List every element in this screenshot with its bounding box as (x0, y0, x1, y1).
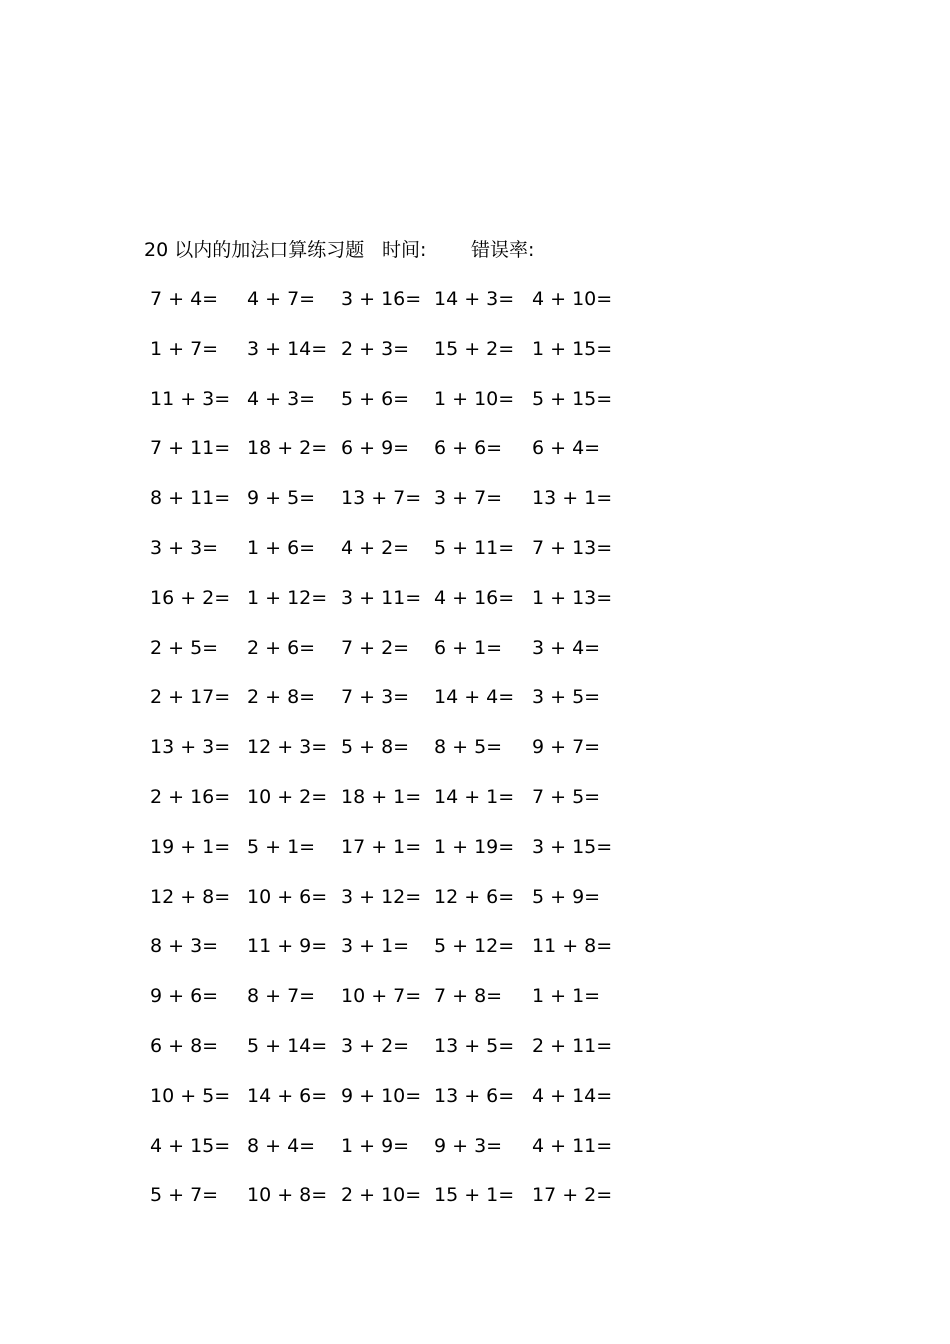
addition-problem: 19 + 1= (150, 835, 231, 858)
addition-problem: 5 + 11= (434, 536, 515, 559)
addition-problem: 4 + 14= (532, 1084, 613, 1107)
addition-problem: 13 + 7= (341, 487, 422, 510)
problem-row (0, 285, 950, 335)
addition-problem: 8 + 3= (150, 935, 219, 958)
addition-problem: 5 + 8= (341, 736, 410, 759)
addition-problem: 10 + 7= (341, 985, 422, 1008)
addition-problem: 1 + 6= (247, 536, 316, 559)
addition-problem: 7 + 3= (341, 686, 410, 709)
addition-problem: 8 + 11= (150, 487, 231, 510)
problem-row (0, 783, 950, 833)
problem-row (0, 1082, 950, 1132)
addition-problem: 5 + 6= (341, 387, 410, 410)
addition-problem: 2 + 3= (341, 337, 410, 360)
problem-row (0, 1132, 950, 1182)
addition-problem: 15 + 2= (434, 337, 515, 360)
addition-problem: 8 + 7= (247, 985, 316, 1008)
problem-grid (0, 285, 950, 1231)
addition-problem: 10 + 8= (247, 1184, 328, 1207)
problem-row (0, 335, 950, 385)
addition-problem: 13 + 5= (434, 1034, 515, 1057)
addition-problem: 5 + 1= (247, 835, 316, 858)
addition-problem: 1 + 10= (434, 387, 515, 410)
addition-problem: 18 + 1= (341, 785, 422, 808)
addition-problem: 3 + 1= (341, 935, 410, 958)
problem-row (0, 634, 950, 684)
problem-row (0, 534, 950, 584)
addition-problem: 9 + 10= (341, 1084, 422, 1107)
addition-problem: 14 + 4= (434, 686, 515, 709)
addition-problem: 3 + 11= (341, 586, 422, 609)
problem-row (0, 1032, 950, 1082)
addition-problem: 3 + 14= (247, 337, 328, 360)
addition-problem: 13 + 1= (532, 487, 613, 510)
addition-problem: 13 + 6= (434, 1084, 515, 1107)
addition-problem: 16 + 2= (150, 586, 231, 609)
addition-problem: 3 + 2= (341, 1034, 410, 1057)
addition-problem: 6 + 9= (341, 437, 410, 460)
addition-problem: 5 + 9= (532, 885, 601, 908)
time-label: 时间: (382, 239, 427, 261)
addition-problem: 11 + 3= (150, 387, 231, 410)
addition-problem: 4 + 15= (150, 1134, 231, 1157)
addition-problem: 1 + 15= (532, 337, 613, 360)
addition-problem: 6 + 6= (434, 437, 503, 460)
addition-problem: 3 + 4= (532, 636, 601, 659)
addition-problem: 3 + 15= (532, 835, 613, 858)
addition-problem: 2 + 11= (532, 1034, 613, 1057)
addition-problem: 4 + 7= (247, 288, 316, 310)
addition-problem: 3 + 12= (341, 885, 422, 908)
addition-problem: 9 + 5= (247, 487, 316, 510)
problem-row (0, 385, 950, 435)
error-rate-label: 错误率: (471, 239, 535, 261)
problem-row (0, 584, 950, 634)
addition-problem: 2 + 16= (150, 785, 231, 808)
addition-problem: 17 + 2= (532, 1184, 613, 1207)
addition-problem: 4 + 3= (247, 387, 316, 410)
addition-problem: 6 + 1= (434, 636, 503, 659)
addition-problem: 7 + 2= (341, 636, 410, 659)
addition-problem: 10 + 5= (150, 1084, 231, 1107)
addition-problem: 12 + 6= (434, 885, 515, 908)
addition-problem: 3 + 3= (150, 536, 219, 559)
problem-row (0, 434, 950, 484)
addition-problem: 15 + 1= (434, 1184, 515, 1207)
addition-problem: 12 + 3= (247, 736, 328, 759)
addition-problem: 9 + 7= (532, 736, 601, 759)
addition-problem: 1 + 12= (247, 586, 328, 609)
problem-row (0, 932, 950, 982)
problem-row (0, 733, 950, 783)
problem-row (0, 683, 950, 733)
addition-problem: 4 + 16= (434, 586, 515, 609)
addition-problem: 7 + 11= (150, 437, 231, 460)
addition-problem: 11 + 9= (247, 935, 328, 958)
addition-problem: 13 + 3= (150, 736, 231, 759)
addition-problem: 5 + 14= (247, 1034, 328, 1057)
problem-row (0, 883, 950, 933)
addition-problem: 6 + 4= (532, 437, 601, 460)
addition-problem: 1 + 7= (150, 337, 219, 360)
addition-problem: 1 + 1= (532, 985, 601, 1008)
addition-problem: 17 + 1= (341, 835, 422, 858)
addition-problem: 2 + 10= (341, 1184, 422, 1207)
addition-problem: 14 + 3= (434, 288, 515, 310)
addition-problem: 3 + 7= (434, 487, 503, 510)
problem-row (0, 833, 950, 883)
addition-problem: 12 + 8= (150, 885, 231, 908)
addition-problem: 8 + 5= (434, 736, 503, 759)
addition-problem: 5 + 15= (532, 387, 613, 410)
addition-problem: 3 + 5= (532, 686, 601, 709)
addition-problem: 7 + 5= (532, 785, 601, 808)
addition-problem: 14 + 1= (434, 785, 515, 808)
addition-problem: 5 + 7= (150, 1184, 219, 1207)
problem-row (0, 982, 950, 1032)
addition-problem: 6 + 8= (150, 1034, 219, 1057)
addition-problem: 7 + 13= (532, 536, 613, 559)
addition-problem: 4 + 11= (532, 1134, 613, 1157)
addition-problem: 4 + 2= (341, 536, 410, 559)
addition-problem: 2 + 17= (150, 686, 231, 709)
addition-problem: 1 + 13= (532, 586, 613, 609)
addition-problem: 9 + 3= (434, 1134, 503, 1157)
problem-row (0, 484, 950, 534)
problem-row (0, 1181, 950, 1231)
addition-problem: 1 + 9= (341, 1134, 410, 1157)
addition-problem: 1 + 19= (434, 835, 515, 858)
addition-problem: 4 + 10= (532, 288, 613, 310)
addition-problem: 3 + 16= (341, 288, 422, 310)
addition-problem: 18 + 2= (247, 437, 328, 460)
addition-problem: 7 + 8= (434, 985, 503, 1008)
addition-problem: 7 + 4= (150, 288, 219, 310)
addition-problem: 10 + 2= (247, 785, 328, 808)
addition-problem: 8 + 4= (247, 1134, 316, 1157)
addition-problem: 5 + 12= (434, 935, 515, 958)
addition-problem: 2 + 6= (247, 636, 316, 659)
addition-problem: 11 + 8= (532, 935, 613, 958)
addition-problem: 10 + 6= (247, 885, 328, 908)
addition-problem: 9 + 6= (150, 985, 219, 1008)
addition-problem: 2 + 8= (247, 686, 316, 709)
addition-problem: 2 + 5= (150, 636, 219, 659)
addition-problem: 14 + 6= (247, 1084, 328, 1107)
worksheet-title: 20 以内的加法口算练习题 (144, 239, 365, 261)
